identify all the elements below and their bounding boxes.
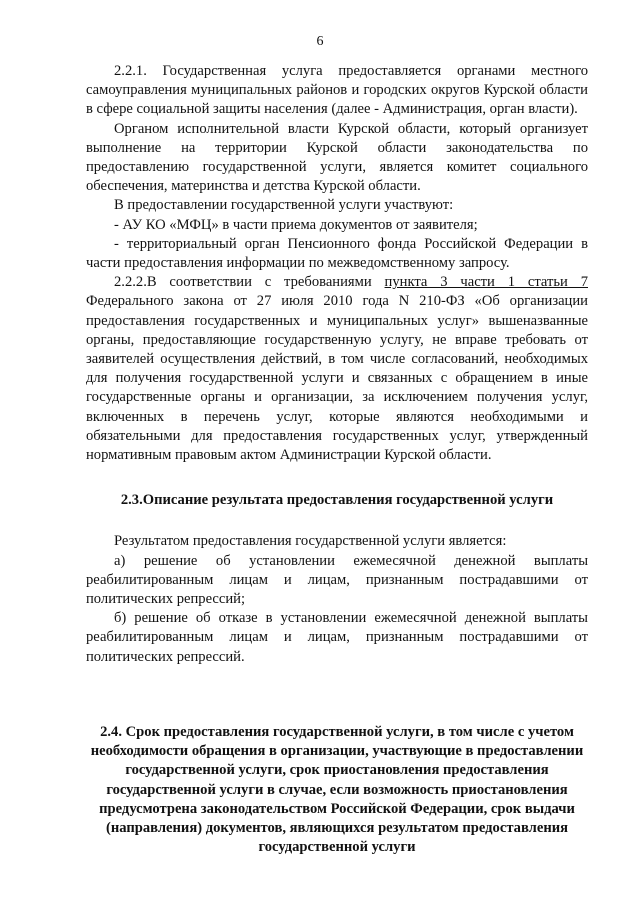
- section-heading-2-3: 2.3.Описание результата предоставления государственной услуги: [120, 492, 554, 509]
- paragraph-2-2-2: [86, 273, 588, 465]
- list-item-mfc: - АУ КО «МФЦ» в части приема документов от заявителя;: [114, 216, 478, 233]
- paragraph-2-2-2-rest: Федерального закона от 27 июля 2010 года N 210-ФЗ «Об организации предоставления государственных и муниципальных услуг» вышеназванные органы, предоставляющие государственную услугу, не вправе требовать от заявителей осуществления действий, в том числе согласований, необходимых для получения государственной услуги и связанных с обращением в иные государственные органы и организации, за исключением получения услуг, включенных в перечень услуг, которые являются необходимыми и обязательными для предоставления государственных услуг, утвержденный нормативным правовым актом Администрации Курской области.: [86, 293, 588, 464]
- paragraph-2-2-2-start: 2.2.2.В соответствии с требованиями: [114, 274, 385, 291]
- paragraph-executive-organ: Органом исполнительной власти Курской области, который организует выполнение на территории Курской области законодательства по предоставлению государственной услуги, является комитет социального обеспечения, материнства и детства Курской области.: [86, 120, 588, 195]
- law-reference-link[interactable]: пункта 3 части 1 статьи 7: [384, 274, 588, 291]
- paragraph-participants: В предоставлении государственной услуги участвуют:: [114, 197, 454, 214]
- list-item-pension-fund: - территориальный орган Пенсионного фонда Российской Федерации в части предоставления информации по межведомственному запросу.: [86, 235, 588, 272]
- list-item-b: б) решение об отказе в установлении ежемесячной денежной выплаты реабилитированным лицам и лицам, признанным пострадавшими от политических репрессий.: [86, 610, 588, 665]
- document-body: [86, 62, 588, 857]
- paragraph-result: Результатом предоставления государственной услуги является:: [114, 533, 507, 550]
- paragraph-2-2-1: 2.2.1. Государственная услуга предоставляется органами местного самоуправления муниципальных районов и городских округов Курской области в сфере социальной защиты населения (далее - Администрация, орган власти).: [86, 63, 588, 118]
- page-number: 6: [316, 34, 324, 49]
- list-item-a: а) решение об установлении ежемесячной денежной выплаты реабилитированным лицам и лицам, признанным пострадавшими от политических репрессий;: [86, 552, 588, 608]
- section-heading-2-4: 2.4. Срок предоставления государственной услуги, в том числе с учетом необходимости обращения в организации, участвующие в предоставлении государственной услуги, срок приостановления предоставления государственной услуги в случае, если возможность приостановления предусмотрена законодательством Российской Федерации, срок выдачи (направления) документов, являющихся результатом предоставления государственной услуги: [90, 723, 584, 856]
